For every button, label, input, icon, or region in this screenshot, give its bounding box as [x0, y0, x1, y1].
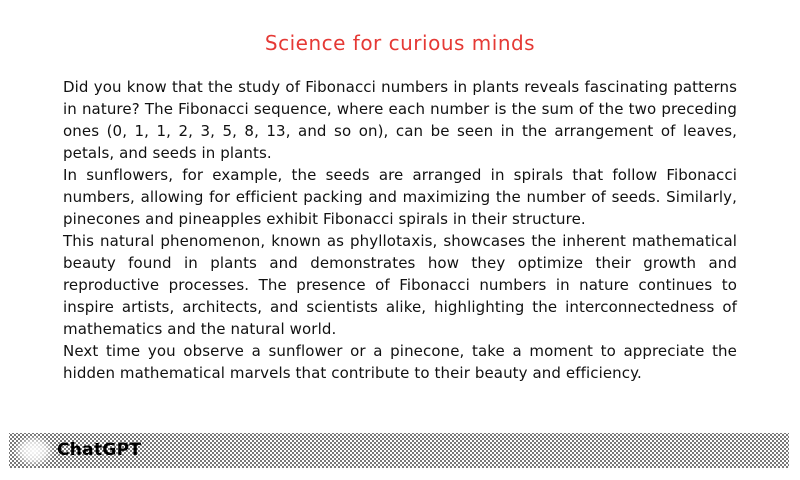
chatgpt-logo-icon [13, 435, 55, 467]
paragraph-phyllotaxis: This natural phenomenon, known as phyllotaxis, showcases the inherent mathematical beauty found in plants and demonstrates how they optimize their growth and reproductive processes. The presence of Fibonacci numbers in nature continues to inspire artists, architects, and scientists alike, highlighting the interconnectedness of mathematics and the natural world. [63, 232, 737, 338]
footer-brand-bar [9, 433, 789, 468]
page-title: Science for curious minds [264, 31, 536, 55]
paragraph-sunflowers: In sunflowers, for example, the seeds are arranged in spirals that follow Fibonacci numbers, allowing for efficient packing and maximizing the number of seeds. Similarly, pinecones and pineapples exhibit Fibonacci spirals in their structure. [63, 166, 737, 228]
article-body [63, 76, 737, 384]
brand-label: ChatGPT [57, 440, 142, 460]
paragraph-closing: Next time you observe a sunflower or a pinecone, take a moment to appreciate the hidden mathematical marvels that contribute to their beauty and efficiency. [63, 342, 737, 382]
paragraph-fibonacci-intro: Did you know that the study of Fibonacci numbers in plants reveals fascinating patterns in nature? The Fibonacci sequence, where each number is the sum of the two preceding ones (0, 1, 1, 2, 3, 5, 8, 13, and so on), can be seen in the arrangement of leaves, petals, and seeds in plants. [63, 78, 737, 162]
